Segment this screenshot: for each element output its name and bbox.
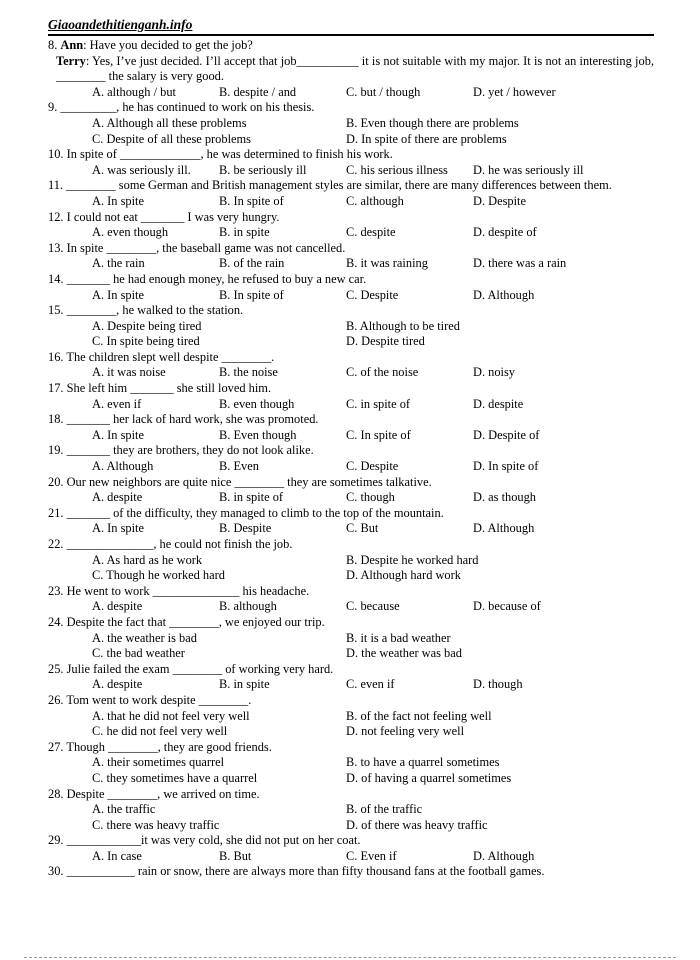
question-number: 8. (48, 38, 58, 52)
question-item (48, 584, 654, 615)
answer-option: C. In spite of (346, 427, 411, 442)
answer-option: C. although (346, 193, 404, 208)
answer-option: C. Despite of all these problems (92, 131, 251, 146)
answer-option: A. even if (92, 396, 142, 411)
answer-option: A. In case (92, 848, 142, 863)
question-stem (48, 303, 654, 319)
question-number: 22. (48, 537, 64, 551)
answer-option: B. the noise (219, 365, 278, 380)
answer-option: C. despite (346, 225, 396, 240)
answer-option: D. of there was heavy traffic (346, 817, 488, 832)
question-text: He went to work ______________ his headache. (66, 583, 310, 598)
options-row (48, 163, 654, 179)
answer-option: C. they sometimes have a quarrel (92, 770, 258, 785)
question-number: 13. (48, 240, 64, 255)
answer-option: A. Although all these problems (92, 115, 247, 130)
answer-option: B. it was raining (346, 256, 428, 271)
options-row (48, 677, 654, 693)
options-row (48, 709, 654, 725)
ann-line: : Have you decided to get the job? (83, 38, 253, 52)
options-row (48, 288, 654, 304)
answer-option: A. although / but (92, 84, 176, 99)
question-stem (48, 178, 654, 194)
answer-option: B. Although to be tired (346, 318, 460, 333)
answer-option: C. In spite being tired (92, 334, 200, 349)
question-number: 10. (48, 147, 64, 162)
question-stem (48, 584, 654, 600)
answer-option: D. he was seriously ill (473, 162, 584, 177)
answer-option: C. though (346, 490, 395, 505)
answer-option: C. his serious illness (346, 162, 448, 177)
answer-option: D. yet / however (473, 84, 556, 99)
answer-option: B. of the rain (219, 256, 285, 271)
question-item (48, 241, 654, 272)
answer-option: D. Despite tired (346, 334, 425, 349)
question-item (48, 381, 654, 412)
question-text: Despite the fact that ________, we enjoyed our trip. (66, 614, 325, 629)
answer-option: C. Despite (346, 287, 399, 302)
question-item (48, 443, 654, 474)
answer-option: B. despite / and (219, 84, 297, 99)
options-row (48, 802, 654, 818)
answer-option: A. As hard as he work (92, 552, 203, 567)
question-stem (48, 740, 654, 756)
answer-option: D. despite (473, 396, 524, 411)
answer-option: C. there was heavy traffic (92, 817, 220, 832)
answer-option: B. even though (219, 396, 295, 411)
answer-option: A. despite (92, 677, 143, 692)
options-row (48, 334, 654, 350)
question-text: Julie failed the exam ________ of working very hard. (66, 661, 334, 676)
question-item (48, 412, 654, 443)
question-item (48, 210, 654, 241)
question-text: ________, he walked to the station. (66, 303, 244, 318)
answer-option: D. Although (473, 848, 535, 863)
question-item (48, 740, 654, 787)
answer-option: D. Although (473, 287, 535, 302)
question-item (48, 693, 654, 740)
options-row (48, 428, 654, 444)
question-stem (48, 443, 654, 459)
question-text: ____________it was very cold, she did not put on her coat. (66, 833, 361, 848)
answer-option: A. In spite (92, 427, 144, 442)
answer-option: C. Despite (346, 459, 399, 474)
question-item (48, 272, 654, 303)
options-row (48, 724, 654, 740)
question-item (48, 350, 654, 381)
answer-option: C. in spite of (346, 396, 411, 411)
question-number: 15. (48, 303, 64, 318)
answer-option: C. But (346, 521, 379, 536)
question-stem (48, 241, 654, 257)
question-stem (48, 506, 654, 522)
options-row (48, 116, 654, 132)
question-item (48, 537, 654, 584)
speaker-ann: Ann (60, 38, 84, 52)
question-stem (48, 475, 654, 491)
answer-option: A. In spite (92, 287, 144, 302)
answer-option: C. the bad weather (92, 646, 185, 661)
question-number: 9. (48, 100, 58, 115)
question-stem (48, 210, 654, 226)
question-item (48, 615, 654, 662)
question-number: 16. (48, 349, 64, 364)
question-text: I could not eat _______ I was very hungry. (66, 209, 280, 224)
answer-option: A. it was noise (92, 365, 166, 380)
options-row (48, 319, 654, 335)
question-stem (48, 833, 654, 849)
answer-option: D. Although hard work (346, 568, 461, 583)
answer-option: A. despite (92, 490, 143, 505)
question-stem (48, 350, 654, 366)
question-text: Though ________, they are good friends. (66, 739, 272, 754)
question-number: 27. (48, 739, 64, 754)
question-item (48, 178, 654, 209)
question-stem (48, 615, 654, 631)
answer-option: C. he did not feel very well (92, 724, 228, 739)
question-item (48, 506, 654, 537)
answer-option: C. Even if (346, 848, 397, 863)
options-row (48, 225, 654, 241)
question-item (48, 38, 654, 100)
answer-option: B. be seriously ill (219, 162, 307, 177)
answer-option: D. In spite of there are problems (346, 131, 507, 146)
question-text: ___________ rain or snow, there are always more than fifty thousand fans at the football games. (66, 864, 545, 879)
answer-option: D. not feeling very well (346, 724, 465, 739)
terry-line (48, 54, 654, 85)
answer-option: B. to have a quarrel sometimes (346, 755, 500, 770)
answer-option: B. of the traffic (346, 802, 423, 817)
options-row (48, 365, 654, 381)
answer-option: A. Despite being tired (92, 318, 202, 333)
options-row (48, 194, 654, 210)
question-text: In spite of _____________, he was determined to finish his work. (66, 147, 393, 162)
options-row (48, 599, 654, 615)
answer-option: A. their sometimes quarrel (92, 755, 225, 770)
options-row (48, 755, 654, 771)
answer-option: B. Even (219, 459, 259, 474)
options-row (48, 849, 654, 865)
answer-option: A. even though (92, 225, 169, 240)
answer-option: B. although (219, 599, 277, 614)
answer-option: A. despite (92, 599, 143, 614)
question-list (48, 38, 654, 880)
question-number: 20. (48, 474, 64, 489)
answer-option: A. the weather is bad (92, 630, 197, 645)
question-text: ________ some German and British management styles are similar, there are many differences between them. (66, 178, 612, 193)
question-stem (48, 100, 654, 116)
speaker-terry: Terry (56, 53, 86, 68)
question-number: 23. (48, 583, 64, 598)
options-row (48, 521, 654, 537)
answer-option: D. as though (473, 490, 536, 505)
question-text: Our new neighbors are quite nice ________ they are sometimes talkative. (66, 474, 432, 489)
answer-option: D. the weather was bad (346, 646, 462, 661)
question-text: _________, he has continued to work on his thesis. (60, 100, 315, 115)
options-row (48, 256, 654, 272)
question-text: ______________, he could not finish the job. (66, 537, 293, 551)
question-number: 17. (48, 381, 64, 396)
options-row (48, 631, 654, 647)
page-header (48, 16, 654, 36)
question-text: _______ her lack of hard work, she was promoted. (66, 412, 319, 427)
options-row (48, 818, 654, 834)
question-item (48, 100, 654, 147)
question-stem (48, 537, 654, 553)
question-number: 24. (48, 614, 64, 629)
options-row (48, 132, 654, 148)
answer-option: B. in spite (219, 225, 270, 240)
question-item (48, 662, 654, 693)
question-stem (48, 787, 654, 803)
question-stem (48, 272, 654, 288)
site-name: Giaoandethitienganh.info (48, 17, 193, 32)
answer-option: D. of having a quarrel sometimes (346, 770, 512, 785)
answer-option: C. because (346, 599, 400, 614)
question-text: In spite ________, the baseball game was not cancelled. (66, 240, 346, 255)
answer-option: B. of the fact not feeling well (346, 708, 492, 723)
options-row (48, 490, 654, 506)
question-text: _______ they are brothers, they do not look alike. (66, 443, 314, 458)
question-stem (48, 693, 654, 709)
question-stem (48, 38, 654, 54)
answer-option: D. In spite of (473, 459, 539, 474)
question-item (48, 303, 654, 350)
question-text: _______ he had enough money, he refused to buy a new car. (66, 271, 367, 286)
page-bottom-rule (24, 957, 676, 958)
answer-option: A. In spite (92, 521, 144, 536)
question-number: 29. (48, 833, 64, 848)
answer-option: A. the rain (92, 256, 145, 271)
answer-option: B. Even though there are problems (346, 115, 519, 130)
options-row (48, 568, 654, 584)
answer-option: C. even if (346, 677, 395, 692)
question-text: She left him _______ she still loved him. (66, 381, 272, 396)
question-number: 11. (48, 178, 64, 193)
question-item (48, 833, 654, 864)
options-row (48, 771, 654, 787)
answer-option: D. Although (473, 521, 535, 536)
answer-option: B. In spite of (219, 287, 284, 302)
answer-option: D. noisy (473, 365, 515, 380)
question-number: 28. (48, 786, 64, 801)
answer-option: B. Despite he worked hard (346, 552, 479, 567)
question-stem (48, 662, 654, 678)
question-item (48, 864, 654, 880)
question-stem (48, 864, 654, 880)
question-number: 19. (48, 443, 64, 458)
answer-option: A. In spite (92, 193, 144, 208)
answer-option: C. but / though (346, 84, 421, 99)
question-item (48, 787, 654, 834)
options-row (48, 397, 654, 413)
answer-option: B. Despite (219, 521, 272, 536)
answer-option: B. in spite of (219, 490, 284, 505)
answer-option: D. there was a rain (473, 256, 567, 271)
question-number: 18. (48, 412, 64, 427)
options-row (48, 646, 654, 662)
answer-option: C. of the noise (346, 365, 419, 380)
question-text: Tom went to work despite ________. (66, 692, 252, 707)
answer-option: D. despite of (473, 225, 537, 240)
answer-option: D. Despite of (473, 427, 540, 442)
options-row (48, 85, 654, 101)
question-text: Despite ________, we arrived on time. (66, 786, 260, 801)
answer-option: A. was seriously ill. (92, 162, 191, 177)
answer-option: A. that he did not feel very well (92, 708, 250, 723)
answer-option: B. in spite (219, 677, 270, 692)
question-item (48, 475, 654, 506)
question-number: 30. (48, 864, 64, 879)
answer-option: B. it is a bad weather (346, 630, 451, 645)
question-number: 12. (48, 209, 64, 224)
answer-option: C. Though he worked hard (92, 568, 225, 583)
answer-option: D. though (473, 677, 523, 692)
question-text: The children slept well despite ________. (66, 349, 275, 364)
answer-option: B. In spite of (219, 193, 284, 208)
question-stem (48, 381, 654, 397)
answer-option: B. Even though (219, 427, 297, 442)
terry-text: : Yes, I’ve just decided. I’ll accept that job__________ it is not suitable with my major. It is not an interesting job, ________ the salary is very good. (56, 53, 654, 84)
answer-option: B. But (219, 848, 252, 863)
options-row (48, 553, 654, 569)
question-number: 21. (48, 505, 64, 520)
question-stem (48, 147, 654, 163)
answer-option: A. Although (92, 459, 154, 474)
question-text: _______ of the difficulty, they managed to climb to the top of the mountain. (66, 505, 444, 520)
options-row (48, 459, 654, 475)
answer-option: A. the traffic (92, 802, 156, 817)
question-number: 26. (48, 692, 64, 707)
answer-option: D. because of (473, 599, 541, 614)
question-stem (48, 412, 654, 428)
question-number: 25. (48, 661, 64, 676)
answer-option: D. Despite (473, 193, 526, 208)
question-number: 14. (48, 271, 64, 286)
question-item (48, 147, 654, 178)
